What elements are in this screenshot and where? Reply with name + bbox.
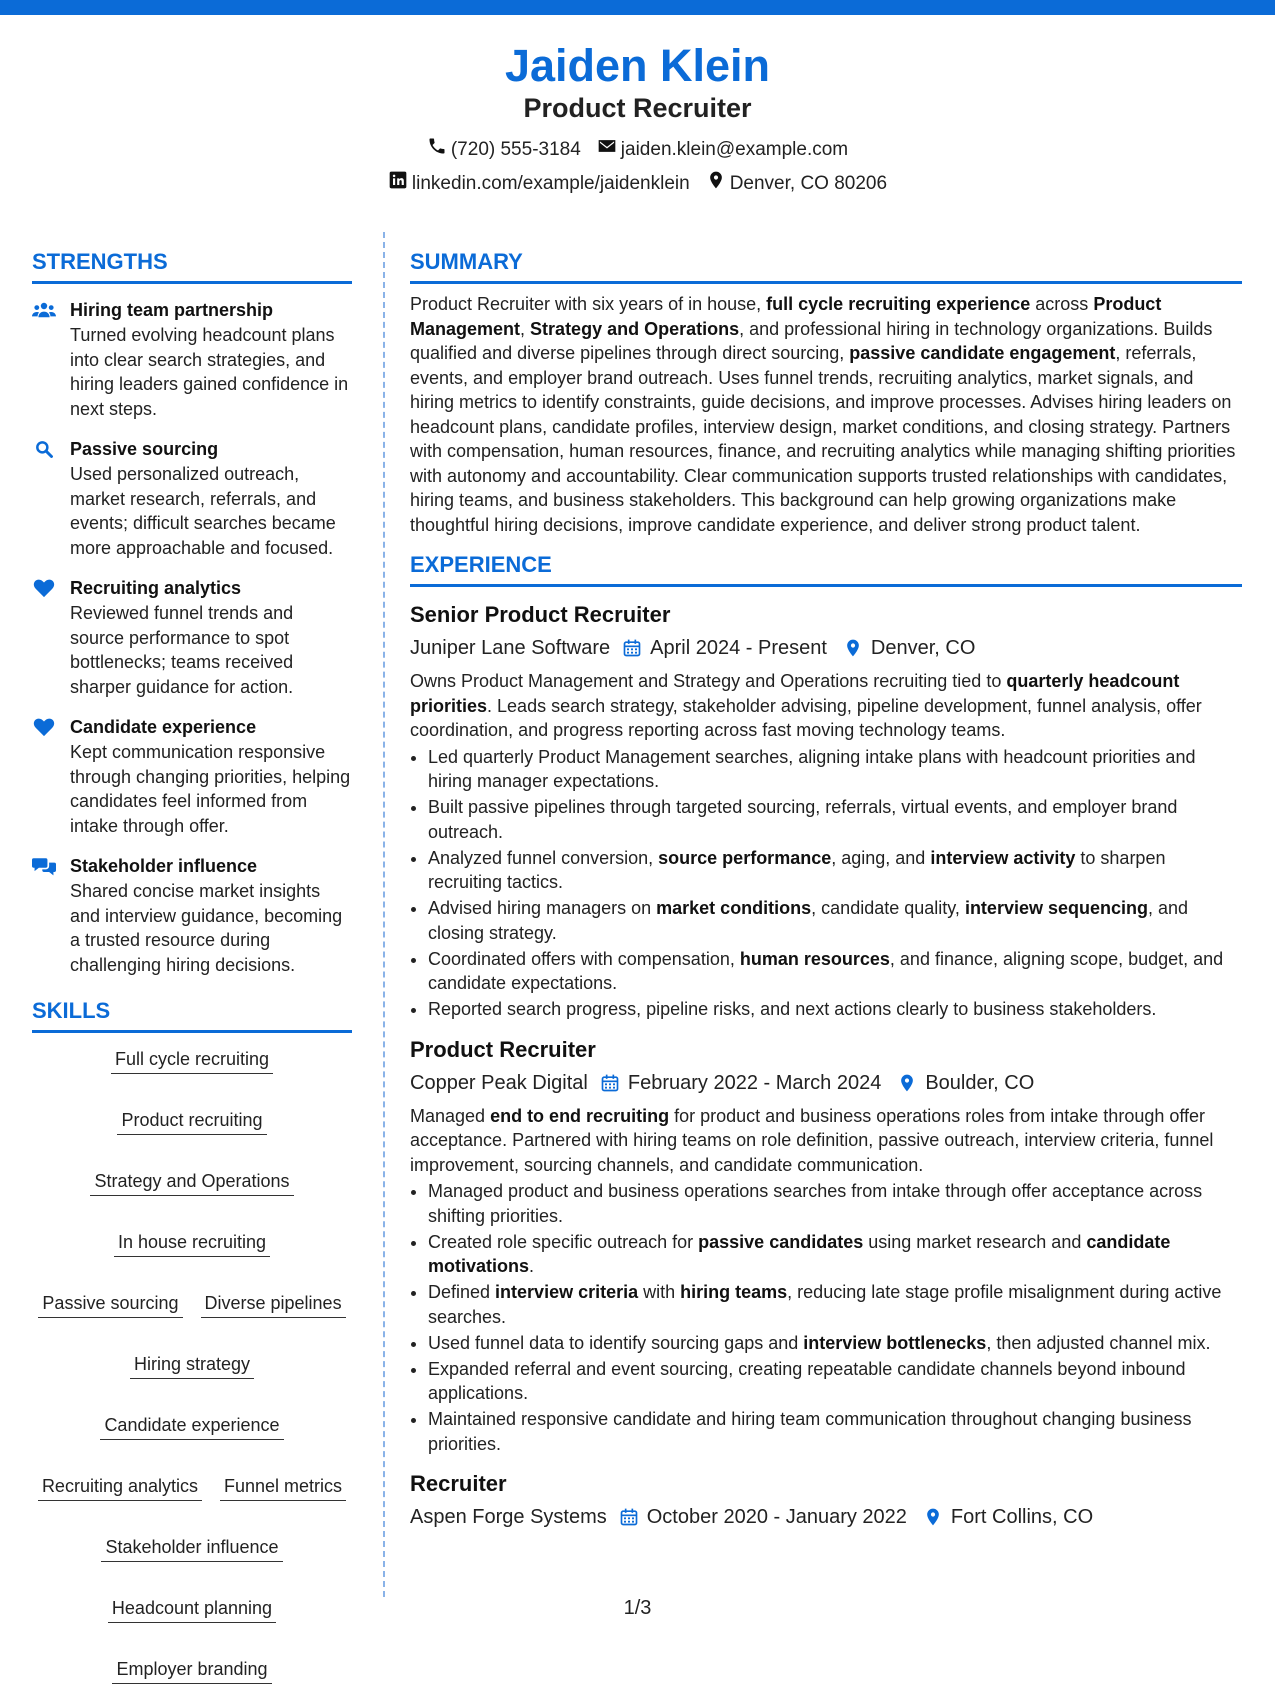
job-meta (410, 635, 1242, 661)
text-run: Managed product and business operations searches from intake through offer acceptance across shifting priorities. (428, 1181, 1203, 1226)
left-column (32, 248, 352, 1701)
bold-text: market conditions (656, 898, 812, 918)
map-pin-icon (706, 170, 726, 197)
linkedin-text: linkedin.com/example/jaidenklein (411, 172, 690, 194)
text-run: across (1030, 294, 1094, 314)
experience-rule (410, 584, 1242, 587)
skill-tag: Passive sourcing (38, 1291, 182, 1318)
strength-body (70, 854, 352, 977)
users-icon (32, 298, 58, 421)
linkedin-contact[interactable] (388, 170, 690, 197)
bold-text: passive candidate engagement (849, 343, 1116, 363)
strength-title: Recruiting analytics (70, 578, 242, 598)
experience-heading: EXPERIENCE (410, 552, 552, 577)
skill-tag: Product recruiting (117, 1108, 266, 1135)
company-name: Juniper Lane Software (410, 637, 611, 659)
skill-tag: Funnel metrics (220, 1474, 346, 1501)
bullet-item (428, 896, 1242, 945)
strength-body (70, 298, 352, 421)
text-run: , and closing strategy. (428, 898, 1189, 943)
candidate-title: Product Recruiter (523, 93, 752, 123)
resume-header (0, 40, 1275, 197)
job-dates: April 2024 - Present (650, 637, 827, 659)
job-description (410, 1104, 1242, 1178)
bullet-item (428, 1357, 1242, 1406)
strengths-list (32, 298, 352, 977)
email-contact[interactable] (597, 136, 848, 163)
skill-tag: Recruiting analytics (38, 1474, 202, 1501)
strength-body (70, 576, 352, 699)
location-text: Denver, CO 80206 (729, 172, 888, 194)
job-meta (410, 1504, 1242, 1530)
bullet-item (428, 1179, 1242, 1228)
experience-list (410, 601, 1242, 1530)
text-run: Led quarterly Product Management searches, aligning intake plans with headcount priorities and hiring manager expectations. (428, 746, 1196, 791)
text-run: , candidate quality, (811, 898, 965, 918)
heart-icon (32, 715, 58, 838)
job-title: Recruiter (410, 1471, 507, 1496)
candidate-name: Jaiden Klein (504, 40, 771, 91)
skill-tag: Headcount planning (108, 1596, 276, 1623)
text-run: . Leads search strategy, stakeholder advising, pipeline development, funnel analysis, offer coordination, and progress reporting across fast moving technology teams. (410, 695, 1202, 740)
job-entry (410, 1470, 1242, 1530)
job-location: Boulder, CO (925, 1071, 1035, 1094)
text-run: Managed (410, 1105, 491, 1126)
bold-text: Product Management (410, 294, 1162, 339)
text-run: Defined (428, 1282, 496, 1302)
text-run: Advised hiring managers on (428, 898, 657, 918)
strength-item (32, 437, 352, 560)
text-run: with (638, 1282, 681, 1302)
bold-text: end to end recruiting (490, 1105, 670, 1126)
text-run: Built passive pipelines through targeted sourcing, referrals, virtual events, and employer brand outreach. (428, 797, 1178, 842)
skill-tag: Hiring strategy (130, 1352, 254, 1379)
skill-tag: Stakeholder influence (101, 1535, 282, 1562)
calendar-icon (600, 1072, 620, 1094)
text-run: for product and business operations roles from intake through offer acceptance. Partnered with hiring teams on role definition, passive outreach, interview criteria, funnel improvement, sourcing channels, and candidate communication. (410, 1105, 1214, 1175)
job-title: Senior Product Recruiter (410, 602, 671, 627)
company-name: Aspen Forge Systems (410, 1506, 607, 1528)
job-location: Fort Collins, CO (950, 1506, 1094, 1528)
job-entry (410, 601, 1242, 1022)
skill-tag: Full cycle recruiting (111, 1047, 273, 1074)
text-run: Maintained responsive candidate and hiring team communication throughout changing business priorities. (428, 1409, 1192, 1454)
bold-text: candidate motivations (428, 1231, 1171, 1276)
job-title: Product Recruiter (410, 1036, 596, 1062)
summary-rule (410, 281, 1242, 284)
summary-text (410, 292, 1242, 537)
bold-text: full cycle recruiting experience (766, 294, 1031, 314)
phone-text: (720) 555-3184 (450, 138, 581, 160)
job-entry (410, 1036, 1242, 1457)
strength-title: Hiring team partnership (70, 300, 274, 320)
right-column (410, 248, 1242, 1530)
text-run: , referrals, events, and employer brand outreach. Uses funnel trends, recruiting analytics, market signals, and hiring metrics to identify constraints, guide decisions, and improve processes. Advises hiring leaders on headcount plans, candidate profiles, interview design, market conditions, and closing strategy. Partners with compensation, human resources, finance, and recruiting analytics while managing shifting priorities with autonomy and accountability. Clear communication supports trusted relationships with candidates, hiring teams, and business stakeholders. This background can help growing organizations make thoughtful hiring decisions, improve candidate experience, and deliver strong product talent. (410, 343, 1236, 535)
contact-row-2 (0, 170, 1275, 197)
text-run: , then adjusted channel mix. (986, 1332, 1211, 1353)
text-run: , (520, 318, 531, 339)
linkedin-icon (388, 170, 408, 197)
bullet-item (428, 997, 1242, 1022)
job-dates: October 2020 - January 2022 (646, 1506, 907, 1528)
bold-text: source performance (658, 847, 832, 868)
email-text: jaiden.klein@example.com (620, 138, 849, 160)
strength-title: Candidate experience (70, 717, 257, 737)
text-run: Product Recruiter with six years of in house, (410, 294, 767, 314)
skill-tag: Diverse pipelines (201, 1291, 346, 1318)
strength-text: Turned evolving headcount plans into clear search strategies, and hiring leaders gained confidence in next steps. (70, 325, 349, 419)
strengths-heading: STRENGTHS (32, 249, 168, 274)
calendar-icon (622, 637, 642, 659)
comments-icon (32, 854, 58, 977)
bold-text: interview sequencing (964, 898, 1148, 918)
bold-text: human resources (739, 948, 890, 969)
strength-text: Kept communication responsive through changing priorities, helping candidates feel informed from intake through offer. (70, 742, 351, 836)
strength-text: Shared concise market insights and interview guidance, becoming a trusted resource during challenging hiring decisions. (70, 881, 343, 975)
bold-text: Strategy and Operations (530, 318, 740, 339)
text-run: , and professional hiring in technology organizations. Builds qualified and diverse pipelines through direct sourcing, (410, 318, 1213, 363)
page-number: 1/3 (623, 1597, 652, 1619)
text-run: , aging, and (831, 847, 931, 868)
strength-item (32, 576, 352, 699)
contact-row-1 (0, 136, 1275, 163)
job-location: Denver, CO (870, 637, 976, 659)
bullet-item (428, 1230, 1242, 1279)
skills-heading: SKILLS (32, 998, 111, 1023)
bullet-item (428, 745, 1242, 794)
skill-tag: Candidate experience (100, 1413, 283, 1440)
search-icon (32, 437, 58, 560)
strength-item (32, 854, 352, 977)
column-divider (383, 232, 385, 1597)
job-bullets (410, 1179, 1242, 1456)
bullet-item (428, 795, 1242, 844)
bullet-item (428, 947, 1242, 996)
text-run: Used funnel data to identify sourcing gaps and (428, 1332, 804, 1353)
bold-text: interview bottlenecks (803, 1332, 987, 1353)
skill-tag: In house recruiting (114, 1230, 270, 1257)
strength-title: Stakeholder influence (70, 856, 258, 876)
calendar-icon (619, 1506, 639, 1528)
text-run: to sharpen recruiting tactics. (428, 847, 1166, 892)
strength-item (32, 298, 352, 421)
text-run: , and finance, aligning scope, budget, and candidate expectations. (428, 948, 1224, 993)
strength-body (70, 437, 352, 560)
bold-text: interview criteria (495, 1282, 639, 1302)
skills-rule (32, 1030, 352, 1033)
bullet-item (428, 1331, 1242, 1356)
strength-body (70, 715, 352, 838)
heart-icon (32, 576, 58, 699)
phone-contact[interactable] (427, 136, 581, 163)
strength-title: Passive sourcing (70, 439, 219, 459)
location-contact (706, 170, 887, 197)
bullet-item (428, 1407, 1242, 1456)
map-pin-icon (843, 637, 863, 659)
envelope-icon (597, 136, 617, 163)
map-pin-icon (923, 1506, 943, 1528)
skill-tag: Strategy and Operations (90, 1169, 293, 1196)
text-run: Created role specific outreach for (428, 1231, 699, 1252)
text-run: Analyzed funnel conversion, (428, 847, 659, 868)
job-bullets (410, 745, 1242, 1022)
bullet-item (428, 846, 1242, 895)
top-accent-bar (0, 0, 1275, 15)
bold-text: passive candidates (698, 1231, 864, 1252)
text-run: , reducing late stage profile misalignment during active searches. (428, 1282, 1222, 1327)
text-run: using market research and (863, 1231, 1087, 1252)
text-run: Reported search progress, pipeline risks, and next actions clearly to business stakeholders. (428, 999, 1157, 1019)
job-description (410, 669, 1242, 743)
summary-heading: SUMMARY (410, 249, 523, 274)
text-run: Coordinated offers with compensation, (428, 948, 740, 969)
text-run: Owns Product Management and Strategy and Operations recruiting tied to (410, 671, 1007, 691)
phone-icon (427, 136, 447, 163)
job-meta (410, 1070, 1242, 1096)
bold-text: quarterly headcount priorities (410, 671, 1180, 716)
job-dates: February 2022 - March 2024 (627, 1071, 882, 1094)
strengths-rule (32, 281, 352, 284)
bullet-item (428, 1280, 1242, 1329)
skill-tag: Employer branding (112, 1657, 271, 1684)
text-run: Expanded referral and event sourcing, creating repeatable candidate channels beyond inbound applications. (428, 1358, 1186, 1403)
strength-text: Used personalized outreach, market research, referrals, and events; difficult searches became more approachable and focused. (70, 464, 336, 558)
strength-text: Reviewed funnel trends and source performance to spot bottlenecks; teams received sharper guidance for action. (70, 603, 294, 697)
company-name: Copper Peak Digital (410, 1071, 588, 1094)
strength-item (32, 715, 352, 838)
map-pin-icon (897, 1072, 917, 1094)
bold-text: interview activity (930, 847, 1076, 868)
bold-text: hiring teams (680, 1282, 788, 1302)
text-run: . (529, 1256, 535, 1276)
